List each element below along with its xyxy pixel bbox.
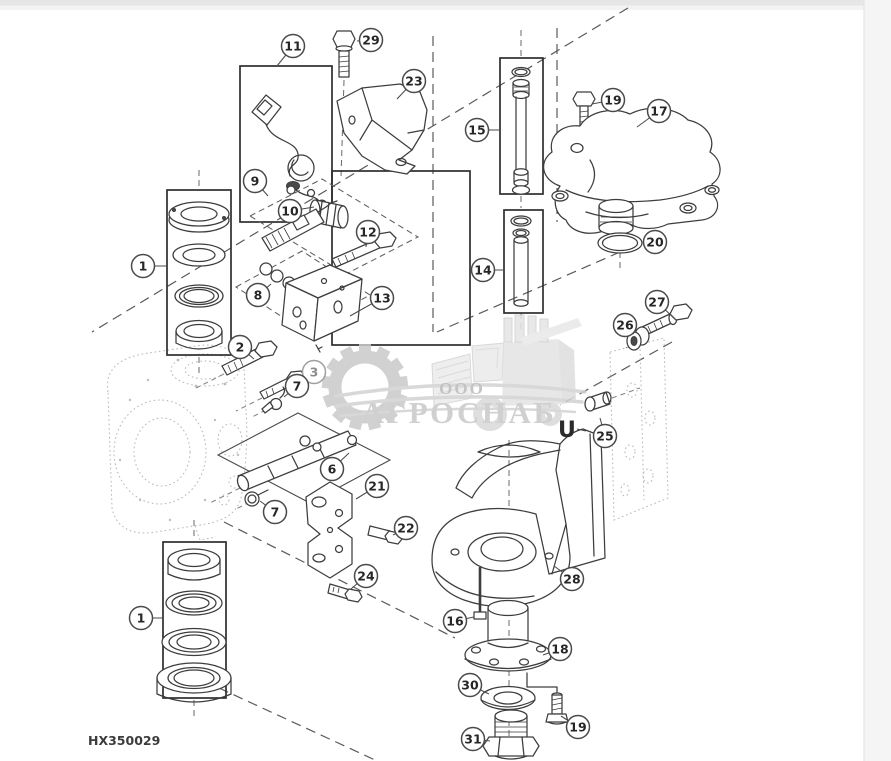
callout-number: 13: [373, 290, 391, 306]
callout-number: 24: [357, 568, 375, 584]
callout-number: 19: [569, 719, 587, 735]
callout-number: 3: [309, 364, 319, 380]
callout-number: 6: [327, 461, 337, 477]
callout-number: 20: [646, 234, 664, 250]
callout-20[interactable]: [643, 231, 667, 254]
callout-number: 18: [551, 641, 569, 657]
callout-number: 28: [563, 571, 581, 587]
callout-number: 30: [461, 677, 479, 693]
callout-number: 14: [474, 262, 492, 278]
callout-number: 26: [616, 317, 634, 333]
drawing-code: HX350029: [88, 733, 161, 748]
callout-number: 27: [648, 294, 666, 310]
callout-number: 16: [446, 613, 464, 629]
callout-number: 1: [138, 258, 148, 274]
callout-26[interactable]: [614, 314, 637, 337]
callout-number: 22: [397, 520, 415, 536]
part-17-cover: [544, 108, 720, 234]
callout-number: 8: [253, 287, 263, 303]
callout-number: 21: [368, 478, 386, 494]
callout-number: 1: [136, 610, 146, 626]
watermark-org-text: ООО: [439, 379, 485, 398]
part-30-washer: [481, 687, 535, 710]
callout-number: 19: [604, 92, 622, 108]
callout-number: 31: [464, 731, 482, 747]
part-20-oring: [598, 233, 642, 253]
callout-number: 7: [292, 378, 302, 394]
callout-number: 11: [284, 38, 302, 54]
callout-number: 10: [281, 203, 299, 219]
callout-number: 29: [362, 32, 380, 48]
u-label: U: [558, 418, 576, 443]
callout-number: 15: [468, 122, 486, 138]
callout-number: 12: [359, 224, 377, 240]
callout-number: 7: [270, 504, 280, 520]
callout-number: 23: [405, 73, 423, 89]
callout-number: 17: [650, 103, 668, 119]
callout-number: 2: [235, 339, 245, 355]
callout-number: 9: [250, 173, 260, 189]
callout-number: 25: [596, 428, 614, 444]
watermark-company-text: АГРОСНАБ: [361, 395, 557, 430]
